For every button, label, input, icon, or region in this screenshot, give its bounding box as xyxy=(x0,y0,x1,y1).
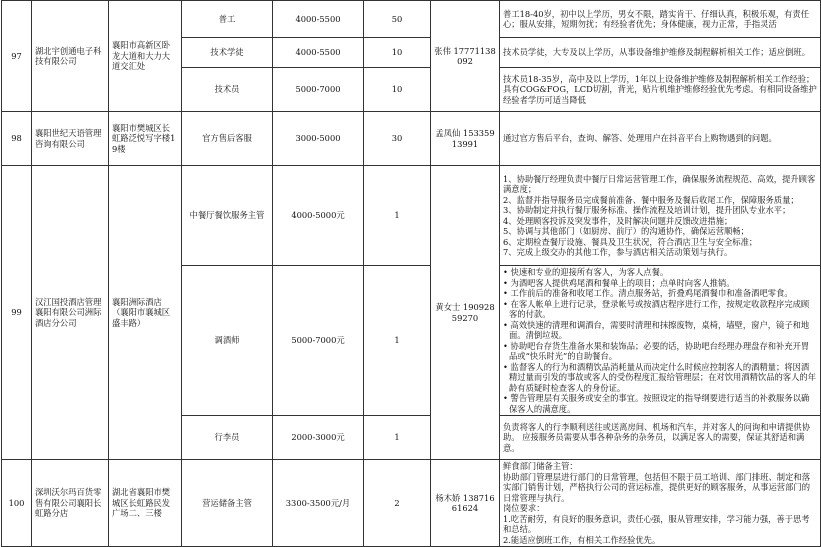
company-name: 湖北宇创通电子科技有限公司 xyxy=(32,1,109,112)
duty-line: 3、协助制定并执行餐厅服务标准、操作流程及培训计划，提升团队专业水平； xyxy=(503,205,791,215)
job-description: 技术员18-35岁，高中及以上学历，1年以上设备维护维修及制程解析相关工作经验；具有COG&FOG，LCD切割，背光，贴片机维护维修经验优先考虑。有相同设备维护经验者学历可适当降低 xyxy=(500,68,821,112)
job-description xyxy=(500,166,821,266)
duty-line: • 为酒吧客人提供鸡尾酒和餐单上的项目；点单时向客人推销。 xyxy=(503,277,735,288)
company-name: 汉江国投酒店管理襄阳有限公司洲际酒店分公司 xyxy=(32,166,109,460)
job-title: 普工 xyxy=(182,1,273,38)
job-salary: 4000-5500 xyxy=(273,38,364,68)
job-description: 通过官方售后平台，查询、解答、处理用户在抖音平台上购物遇到的问题。 xyxy=(500,112,821,166)
company-address: 襄阳市樊城区长虹路泛悦写字楼19楼 xyxy=(109,112,182,166)
duty-line: 协助部门管理层进行部门的日常管理，包括但不限于员工培训、部门排班、制定和落实部门销售计划，严格执行公司的营运标准，提供更好的顾客服务，从事运营部门的日常管理与执行。 xyxy=(503,471,810,503)
job-count: 30 xyxy=(364,112,431,166)
duty-line: 6、定期检查餐厅设施、餐具及卫生状况，符合酒店卫生与安全标准； xyxy=(503,236,758,247)
job-title: 官方售后客服 xyxy=(182,112,273,166)
duty-line: 2、监督并指导服务员完成餐前准备、餐中服务及餐后收尾工作，保障服务质量； xyxy=(503,194,799,205)
job-description xyxy=(500,266,821,416)
duty-line: 1、协助餐厅经理负责中餐厅日常运营管理工作，确保服务流程规范、高效，提升顾客满意度； xyxy=(503,173,816,194)
row-number: 100 xyxy=(2,460,32,547)
duty-line: • 在客人帐单上进行记录，登录帐号或按酒店程序进行工作，按规定收款程序完成顾客的付款。 xyxy=(503,298,810,319)
job-count: 1 xyxy=(364,166,431,266)
table-row xyxy=(2,1,821,38)
job-title: 调酒师 xyxy=(182,266,273,416)
table-row xyxy=(2,460,821,547)
job-count: 50 xyxy=(364,1,431,38)
table-row xyxy=(2,166,821,266)
duty-line: • 监督客人的行为和酒精饮品消耗量从而决定什么时候应控制客人的酒精量；将因酒精过量而引发的事故或客人的受伤程度汇报给管理层；在对饮用酒精饮品的客人的年龄有质疑时检查客人的身份证。 xyxy=(503,361,816,393)
duty-line: 2.能适应倒班工作，有相关工作经验优先。 xyxy=(503,534,661,545)
duty-line: • 高效快速的清理和调酒台，需要时清理和抹擦废物，桌椅，墙壁，窗户，镜子和地面。清倒垃圾。 xyxy=(503,319,810,340)
contact-person: 杨木娇 13871661624 xyxy=(431,460,500,547)
row-number: 97 xyxy=(2,1,32,112)
job-description: 负责将客人的行李顺利送往或送离房间、机场和汽车，并对客人的问询和申请提供协助。 应接服务员需要从事各种杂务的杂务员，以满足客人的需要，保证其舒适和满意。 xyxy=(500,416,821,460)
job-salary: 3000-5000 xyxy=(273,112,364,166)
job-salary: 4000-5000元 xyxy=(273,166,364,266)
company-name: 襄阳世纪天语管理咨询有限公司 xyxy=(32,112,109,166)
table-row xyxy=(2,112,821,166)
row-number: 99 xyxy=(2,166,32,460)
row-number: 98 xyxy=(2,112,32,166)
job-description xyxy=(500,460,821,547)
company-address: 襄阳洲际酒店（襄阳市襄城区盛丰路） xyxy=(109,166,182,460)
company-name: 深圳沃尔玛百货零售有限公司襄阳长虹路分店 xyxy=(32,460,109,547)
job-salary: 5000-7000 xyxy=(273,68,364,112)
duty-line: 5、协调与其他部门（如厨房、前厅）的沟通协作，确保运营顺畅； xyxy=(503,226,749,236)
duty-line: • 警告管理层有关服务或安全的事宜。按照设定的指导纲要进行适当的补救服务以确保客人的满意度。 xyxy=(503,393,810,414)
job-count: 10 xyxy=(364,38,431,68)
job-title: 营运储备主管 xyxy=(182,460,273,547)
duty-line: • 协助吧台存货生准备水果和装饰品；必要的话，协助吧台经理办理盘存和补充开胃品或“快乐时光”的自助餐台。 xyxy=(503,340,810,361)
job-count: 2 xyxy=(364,460,431,547)
job-title: 技术学徒 xyxy=(182,38,273,68)
job-count: 10 xyxy=(364,68,431,112)
duty-line: • 快速和专业的迎接所有客人，为客人点餐。 xyxy=(503,267,669,277)
company-address: 襄阳市高新区卧龙大道和大力大道交汇处 xyxy=(109,1,182,112)
duty-line: 岗位要求： xyxy=(503,503,545,513)
job-count: 1 xyxy=(364,416,431,460)
contact-person: 张伟 17771138092 xyxy=(431,1,500,112)
job-description: 普工18-40岁，初中以上学历，男女不限，踏实肯干、仔细认真，积极乐观，有责任心；服从安排，短期勿扰；有经验者优先；身体健康，视力正常，手指灵活 xyxy=(500,1,821,38)
job-title: 中餐厅餐饮服务主管 xyxy=(182,166,273,266)
job-title: 技术员 xyxy=(182,68,273,112)
duty-line: • 工作前后的准备和收尾工作。清点服务站，折叠鸡尾酒餐巾和准备酒吧零食。 xyxy=(503,288,793,298)
duty-line: 7、完成上级交办的其他工作，参与酒店相关活动策划与执行。 xyxy=(503,247,733,257)
job-salary: 5000-7000元 xyxy=(273,266,364,416)
contact-person: 黄女士 19092859270 xyxy=(431,166,500,460)
recruitment-table xyxy=(1,0,821,547)
duty-line: 4、处理顾客投诉及突发事件，及时解决问题并反馈改进措施； xyxy=(503,215,733,226)
company-address: 湖北省襄阳市樊城区长虹路民发广场二、三楼 xyxy=(109,460,182,547)
duty-line: 鲜食部门储备主管： xyxy=(503,461,578,471)
job-salary: 2000-3000元 xyxy=(273,416,364,460)
job-description: 技术员学徒，大专及以上学历，从事设备维护维修及制程解析相关工作；适应倒班。 xyxy=(500,38,821,68)
contact-person: 孟凤仙 15335913991 xyxy=(431,112,500,166)
job-count: 1 xyxy=(364,266,431,416)
job-salary: 3300-3500元/月 xyxy=(273,460,364,547)
duty-line: 1.吃苦耐劳，有良好的服务意识，责任心强，服从管理安排，学习能力强，善于思考和总结。 xyxy=(503,513,810,534)
job-title: 行李员 xyxy=(182,416,273,460)
job-salary: 4000-5500 xyxy=(273,1,364,38)
